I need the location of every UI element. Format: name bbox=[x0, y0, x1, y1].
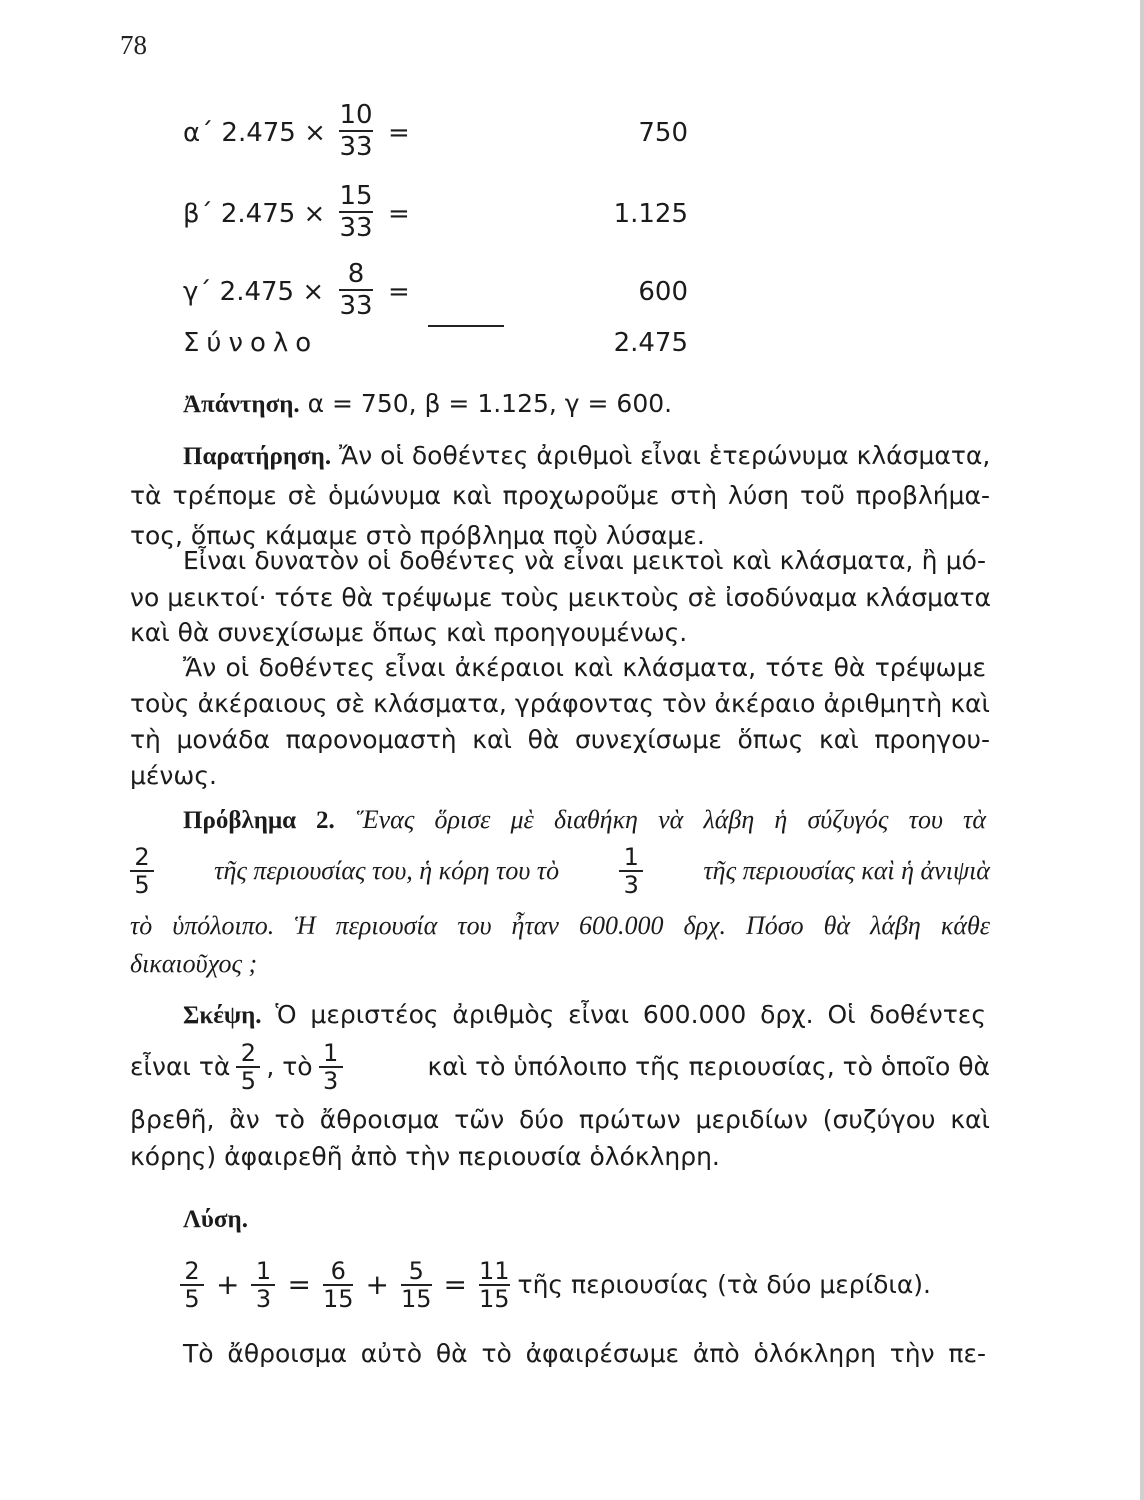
calc-fraction bbox=[333, 259, 379, 321]
equation-tail: τῆς περιουσίας (τὰ δύο μερίδια). bbox=[517, 1270, 932, 1299]
problem-text: τῆς περιουσίας καὶ ἡ ἀνιψιὰ bbox=[703, 856, 990, 885]
problem-heading: Πρόβλημα 2. bbox=[183, 807, 335, 834]
equals-sign: = bbox=[388, 118, 410, 148]
sum-rule bbox=[428, 325, 504, 327]
calc-result: 600 bbox=[638, 277, 688, 307]
remark-line-3: τος, ὅπως κάμαμε στὸ πρόβλημα ποὺ λύσαμε. bbox=[130, 521, 705, 550]
calc-result: 750 bbox=[638, 118, 688, 148]
problem-line-4: δικαιοῦχος ; bbox=[130, 949, 258, 978]
calc-row-gamma bbox=[183, 259, 688, 321]
remark-heading: Παρατήρηση. bbox=[183, 443, 332, 470]
fraction-numerator: 10 bbox=[339, 100, 373, 130]
equals-sign: = bbox=[388, 277, 410, 307]
answer-heading: Ἀπάντηση. bbox=[183, 391, 300, 418]
thought-text: , τὸ bbox=[266, 1052, 313, 1081]
thought-fractions-group bbox=[130, 1034, 343, 1100]
remark-line-10: μένως. bbox=[130, 761, 217, 790]
problem-text: τῆς περιουσίας του, ἡ κόρη του τὸ bbox=[214, 856, 560, 885]
thought-line-2 bbox=[130, 1034, 990, 1100]
sum-label: Σύνολο bbox=[183, 328, 319, 358]
fraction-numerator: 5 bbox=[408, 1257, 424, 1285]
fraction-denominator: 3 bbox=[255, 1285, 272, 1313]
calc-row-alpha bbox=[183, 100, 688, 162]
thought-text: εἶναι τὰ bbox=[130, 1052, 231, 1081]
fraction-denominator: 33 bbox=[339, 213, 373, 243]
plus-sign: + bbox=[365, 1268, 389, 1301]
equals-sign: = bbox=[287, 1268, 311, 1301]
problem-fraction-one-third bbox=[619, 844, 643, 898]
remark-line-4: Εἶναι δυνατὸν οἱ δοθέντες νὰ εἶναι μεικτοὶ καὶ κλάσματα, ἢ μό- bbox=[183, 546, 986, 575]
fraction-numerator: 1 bbox=[623, 843, 639, 871]
fraction-denominator: 33 bbox=[339, 291, 373, 321]
page-number: 78 bbox=[120, 30, 147, 60]
problem-line-1 bbox=[183, 802, 986, 839]
fraction-denominator: 3 bbox=[623, 871, 639, 899]
eq-fraction-11-15 bbox=[479, 1258, 510, 1312]
fraction-numerator: 6 bbox=[330, 1257, 346, 1285]
calc-row-beta bbox=[183, 181, 688, 243]
problem-text: Ἕνας ὅρισε μὲ διαθήκη νὰ λάβη ἡ σύζυγός του τὰ bbox=[356, 805, 986, 834]
fraction-denominator: 5 bbox=[134, 871, 150, 899]
remark-line-6: καὶ θὰ συνεχίσωμε ὅπως καὶ προηγουμένως. bbox=[130, 618, 688, 647]
thought-text: καὶ τὸ ὑπόλοιπο τῆς περιουσίας, τὸ ὁποῖο θὰ bbox=[427, 1052, 990, 1081]
problem-fraction-two-fifths bbox=[130, 844, 154, 898]
fraction-denominator: 3 bbox=[322, 1067, 339, 1095]
plus-sign: + bbox=[216, 1268, 240, 1301]
thought-heading: Σκέψη. bbox=[183, 1002, 262, 1029]
eq-fraction-6-15 bbox=[323, 1258, 354, 1312]
remark-line-1 bbox=[183, 438, 991, 475]
answer-line bbox=[183, 386, 1043, 423]
eq-fraction-2-5 bbox=[180, 1258, 204, 1312]
fraction-denominator: 15 bbox=[322, 1285, 354, 1313]
solution-equation bbox=[180, 1250, 988, 1320]
thought-line-4: κόρης) ἀφαιρεθῆ ἀπὸ τὴν περιουσία ὁλόκληρη. bbox=[130, 1142, 720, 1171]
remark-line-7: Ἄν οἱ δοθέντες εἶναι ἀκέραιοι καὶ κλάσματα, τότε θὰ τρέψωμε bbox=[183, 653, 986, 682]
calc-label: β΄ 2.475 × bbox=[183, 199, 326, 229]
fraction-denominator: 33 bbox=[339, 132, 373, 162]
thought-text: Ὁ μεριστέος ἀριθμὸς εἶναι 600.000 δρχ. Οἱ δοθέντες bbox=[275, 1000, 986, 1029]
fraction-denominator: 15 bbox=[478, 1285, 510, 1313]
thought-line-3: βρεθῆ, ἂν τὸ ἄθροισμα τῶν δύο πρώτων μεριδίων (συζύγου καὶ bbox=[130, 1105, 990, 1134]
page-edge bbox=[1140, 0, 1144, 1500]
equals-sign: = bbox=[388, 199, 410, 229]
fraction-numerator: 15 bbox=[339, 181, 373, 211]
fraction-denominator: 15 bbox=[400, 1285, 432, 1313]
eq-fraction-5-15 bbox=[401, 1258, 432, 1312]
fraction-numerator: 2 bbox=[184, 1257, 200, 1285]
solution-heading: Λύση. bbox=[183, 1206, 248, 1233]
eq-fraction-1-3 bbox=[251, 1258, 275, 1312]
fraction-denominator: 5 bbox=[184, 1285, 200, 1313]
remark-line-9: τὴ μονάδα παρονομαστὴ καὶ θὰ συνεχίσωμε ὅπως καὶ προηγου- bbox=[130, 725, 990, 754]
remark-line-5: νο μεικτοί· τότε θὰ τρέψωμε τοὺς μεικτοὺς σὲ ἰσοδύναμα κλάσματα bbox=[130, 583, 992, 612]
fraction-denominator: 5 bbox=[240, 1067, 256, 1095]
fraction-numerator: 8 bbox=[347, 259, 365, 289]
problem-line-3: τὸ ὑπόλοιπο. Ἡ περιουσία του ἦταν 600.000 δρχ. Πόσο θὰ λάβη κάθε bbox=[130, 911, 990, 940]
solution-last-line: Τὸ ἄθροισμα αὐτὸ θὰ τὸ ἀφαιρέσωμε ἀπὸ ὁλόκληρη τὴν πε- bbox=[183, 1339, 986, 1368]
problem-line-2 bbox=[130, 838, 990, 904]
calc-label: α΄ 2.475 × bbox=[183, 118, 326, 148]
calc-fraction bbox=[333, 181, 379, 243]
thought-line-1 bbox=[183, 997, 986, 1034]
remark-line-2: τὰ τρέπομε σὲ ὁμώνυμα καὶ προχωροῦμε στὴ λύση τοῦ προβλήμα- bbox=[130, 481, 990, 510]
fraction-numerator: 11 bbox=[478, 1257, 510, 1285]
fraction-numerator: 1 bbox=[255, 1257, 272, 1285]
calc-label: γ΄ 2.475 × bbox=[183, 277, 325, 307]
calc-result: 1.125 bbox=[613, 199, 688, 229]
remark-text: Ἄν οἱ δοθέντες ἀριθμοὶ εἶναι ἑτερώνυμα κλάσματα, bbox=[339, 441, 991, 470]
sum-row bbox=[183, 328, 688, 358]
thought-fraction-two-fifths bbox=[236, 1040, 260, 1094]
remark-line-8: τοὺς ἀκέραιους σὲ κλάσματα, γράφοντας τὸν ἀκέραιο ἀριθμητὴ καὶ bbox=[130, 689, 990, 718]
calc-fraction bbox=[333, 100, 379, 162]
thought-fraction-one-third bbox=[319, 1040, 343, 1094]
fraction-numerator: 1 bbox=[322, 1039, 339, 1067]
equals-sign: = bbox=[443, 1268, 467, 1301]
fraction-numerator: 2 bbox=[240, 1039, 256, 1067]
answer-text: α = 750, β = 1.125, γ = 600. bbox=[307, 389, 673, 418]
sum-value: 2.475 bbox=[613, 328, 688, 358]
fraction-numerator: 2 bbox=[134, 843, 150, 871]
